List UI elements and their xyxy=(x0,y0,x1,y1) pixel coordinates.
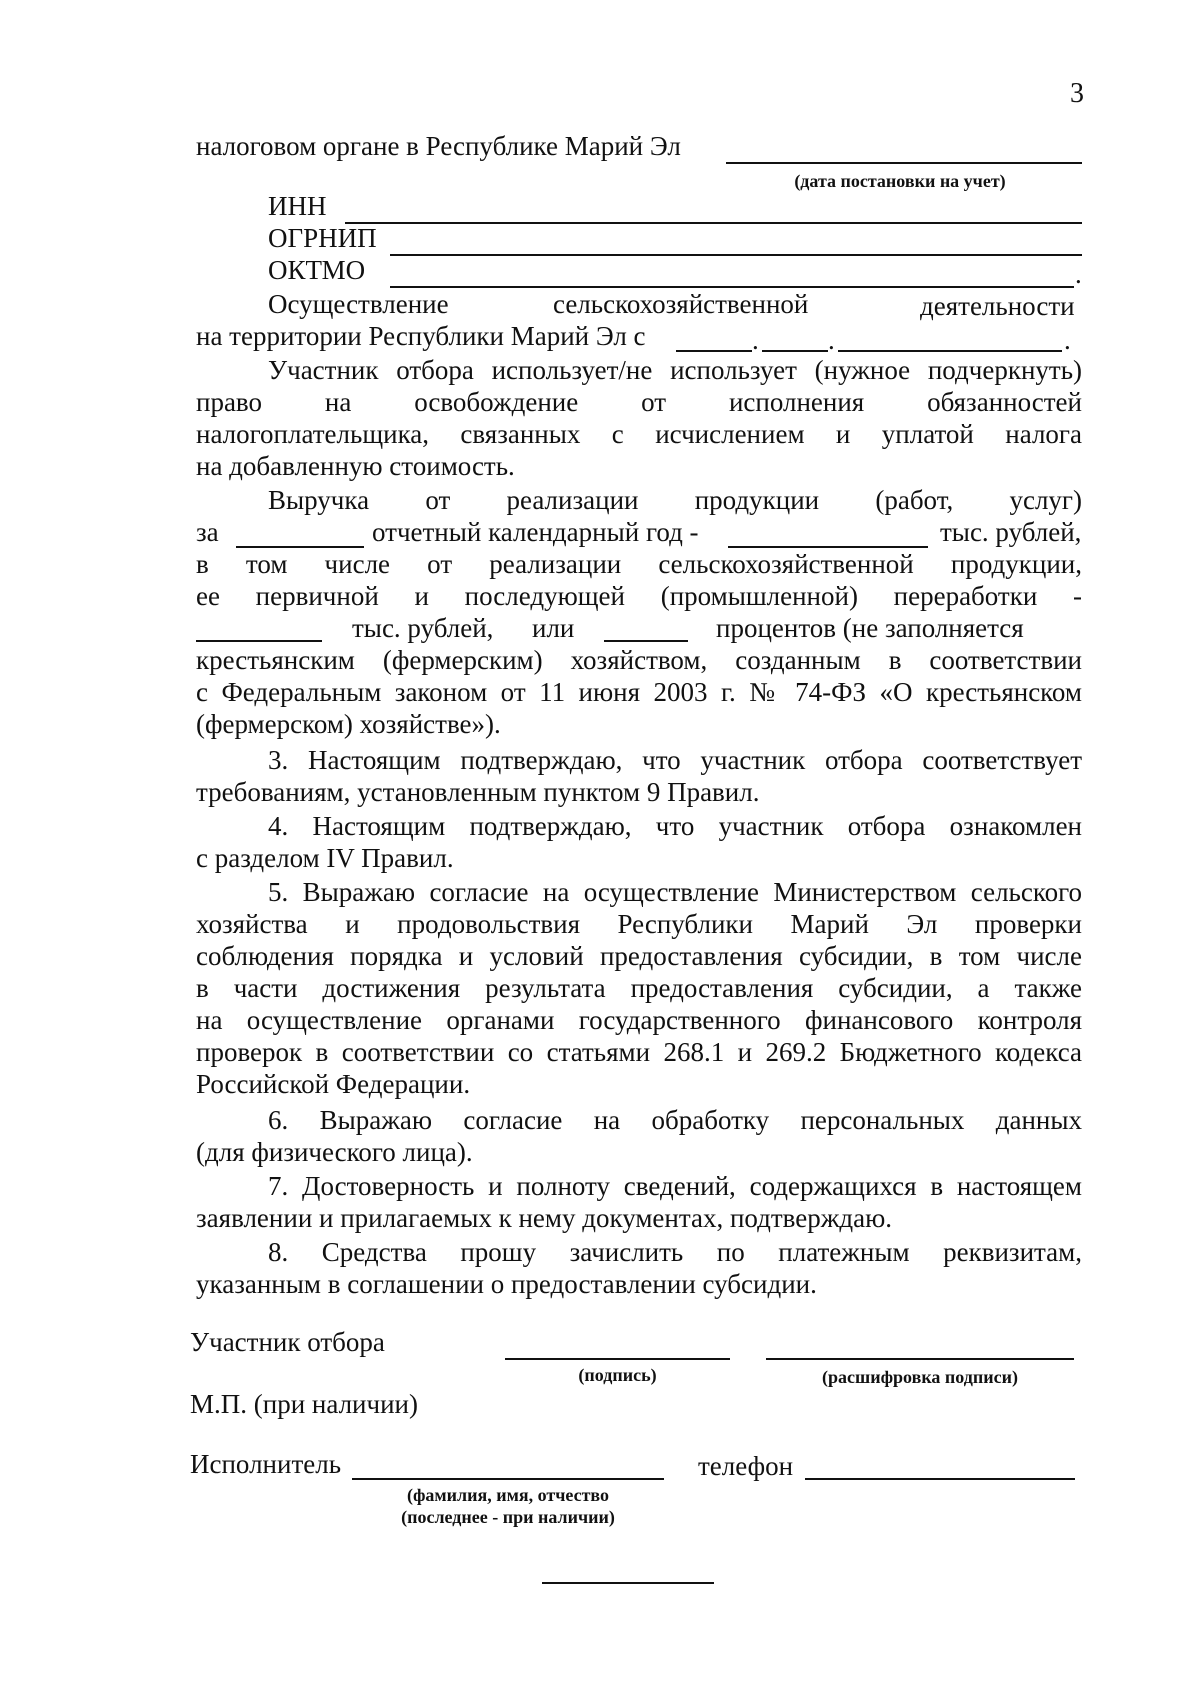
revenue-year-text: отчетный календарный год - xyxy=(372,517,699,547)
item-3-line-1: 3. Настоящим подтверждаю, что участник отбора соответствует xyxy=(268,745,1082,775)
participant-label: Участник отбора xyxy=(190,1327,385,1357)
signature-field[interactable] xyxy=(505,1358,730,1360)
vat-line-3: налогоплательщика, связанных с исчислением и уплатой налога xyxy=(196,419,1082,449)
item-7-line-2: заявлении и прилагаемых к нему документах, подтверждаю. xyxy=(196,1203,893,1233)
tax-authority-label: налоговом органе в Республике Марий Эл xyxy=(196,131,681,161)
item-5-line-7: Российской Федерации. xyxy=(196,1069,471,1099)
revenue-agri-field[interactable] xyxy=(196,640,322,642)
item-7-line-1: 7. Достоверность и полноту сведений, содержащихся в настоящем xyxy=(268,1171,1082,1201)
vat-line-4: на добавленную стоимость. xyxy=(196,451,515,481)
item-8-line-2: указанным в соглашении о предоставлении субсидии. xyxy=(196,1269,817,1299)
stamp-label: М.П. (при наличии) xyxy=(190,1389,418,1419)
revenue-line-1: Выручка от реализации продукции (работ, услуг) xyxy=(268,485,1082,515)
item-5-line-1: 5. Выражаю согласие на осуществление Министерством сельского xyxy=(268,877,1082,907)
item-5-line-2: хозяйства и продовольствия Республики Марий Эл проверки xyxy=(196,909,1082,939)
executor-caption-2: (последнее - при наличии) xyxy=(401,1507,615,1527)
activity-word-1: Осуществление xyxy=(268,289,449,319)
tax-registration-date-field[interactable] xyxy=(726,162,1082,164)
activity-end-dot: . xyxy=(1064,325,1071,355)
item-6-line-2: (для физического лица). xyxy=(196,1137,473,1167)
vat-line-1: Участник отбора использует/не использует (нужное подчеркнуть) xyxy=(268,355,1082,385)
oktmo-period: . xyxy=(1075,259,1082,289)
item-5-line-4: в части достижения результата предоставления субсидии, а также xyxy=(196,973,1082,1003)
date-dot-2: . xyxy=(828,325,835,355)
activity-start-year-field[interactable] xyxy=(838,350,1062,352)
revenue-percent-text: процентов (не заполняется xyxy=(716,613,1024,643)
phone-field[interactable] xyxy=(805,1478,1075,1480)
item-5-line-6: проверок в соответствии со статьями 268.1 и 269.2 Бюджетного кодекса xyxy=(196,1037,1082,1067)
signature-decoding-caption: (расшифровка подписи) xyxy=(822,1367,1018,1387)
ogrnip-field[interactable] xyxy=(390,254,1082,256)
revenue-percent-field[interactable] xyxy=(604,640,688,642)
item-5-line-3: соблюдения порядка и условий предоставления субсидии, в том числе xyxy=(196,941,1082,971)
inn-label: ИНН xyxy=(268,191,327,221)
item-8-line-1: 8. Средства прошу зачислить по платежным реквизитам, xyxy=(268,1237,1082,1267)
end-divider xyxy=(542,1582,714,1584)
activity-start-day-field[interactable] xyxy=(676,350,752,352)
activity-start-label: на территории Республики Марий Эл с xyxy=(196,321,646,351)
activity-word-3: деятельности xyxy=(920,291,1075,321)
date-dot-1: . xyxy=(752,325,759,355)
revenue-line-4: ее первичной и последующей (промышленной) переработки - xyxy=(196,581,1082,611)
executor-caption-1: (фамилия, имя, отчество xyxy=(406,1485,610,1505)
page-number: 3 xyxy=(1070,78,1084,109)
revenue-total-unit: тыс. рублей, xyxy=(940,517,1082,547)
executor-label: Исполнитель xyxy=(190,1449,342,1479)
item-3-line-2: требованиям, установленным пунктом 9 Правил. xyxy=(196,777,760,807)
revenue-agri-unit: тыс. рублей, xyxy=(352,613,494,643)
inn-field[interactable] xyxy=(345,222,1082,224)
revenue-line-3: в том числе от реализации сельскохозяйственной продукции, xyxy=(196,549,1082,579)
vat-line-2: право на освобождение от исполнения обязанностей xyxy=(196,387,1082,417)
phone-label: телефон xyxy=(698,1451,794,1481)
revenue-za: за xyxy=(196,517,219,547)
signature-caption: (подпись) xyxy=(578,1365,657,1385)
item-4-line-2: с разделом IV Правил. xyxy=(196,843,454,873)
revenue-line-6: крестьянским (фермерским) хозяйством, созданным в соответствии xyxy=(196,645,1082,675)
executor-field[interactable] xyxy=(352,1478,664,1480)
item-5-line-5: на осуществление органами государственного финансового контроля xyxy=(196,1005,1082,1035)
activity-start-month-field[interactable] xyxy=(762,350,828,352)
revenue-line-8: (фермерском) хозяйстве»). xyxy=(196,709,501,739)
oktmo-label: ОКТМО xyxy=(268,255,366,285)
activity-word-2: сельскохозяйственной xyxy=(553,289,809,319)
revenue-line-7: с Федеральным законом от 11 июня 2003 г. № 74-ФЗ «О крестьянском xyxy=(196,677,1082,707)
signature-decoding-field[interactable] xyxy=(766,1358,1074,1360)
tax-registration-date-caption: (дата постановки на учет) xyxy=(794,171,1006,191)
item-4-line-1: 4. Настоящим подтверждаю, что участник отбора ознакомлен xyxy=(268,811,1082,841)
item-6-line-1: 6. Выражаю согласие на обработку персональных данных xyxy=(268,1105,1082,1135)
ogrnip-label: ОГРНИП xyxy=(268,223,377,253)
revenue-or: или xyxy=(532,613,575,643)
